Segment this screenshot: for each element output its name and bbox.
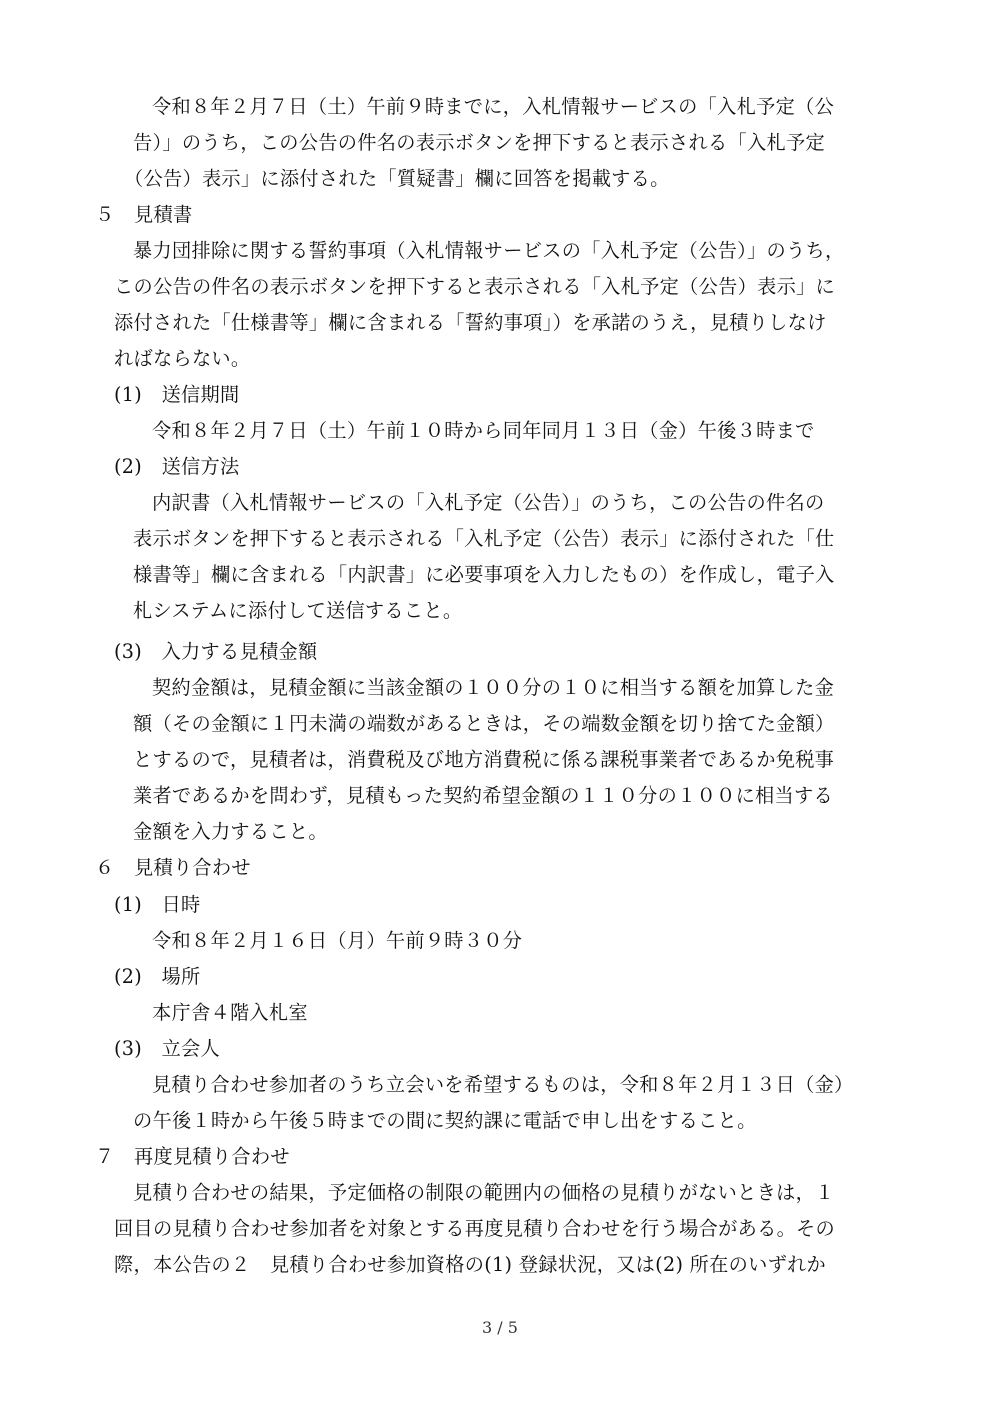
- text-line: 本庁舎４階入札室: [152, 1001, 308, 1024]
- text-line: 札システムに添付して送信すること。: [133, 599, 463, 622]
- text-line: とするので，見積者は，消費税及び地方消費税に係る課税事業者であるか免税事: [133, 748, 835, 771]
- text-line: 回目の見積り合わせ参加者を対象とする再度見積り合わせを行う場合がある。その: [114, 1217, 836, 1240]
- text-line: 額（その金額に１円未満の端数があるときは，その端数金額を切り捨てた金額）: [133, 712, 835, 735]
- text-line: この公告の件名の表示ボタンを押下すると表示される「入札予定（公告）表示」に: [114, 275, 836, 298]
- text-line: 見積り合わせ参加者のうち立会いを希望するものは，令和８年２月１３日（金）: [152, 1073, 854, 1096]
- text-line: 内訳書（入札情報サービスの「入札予定（公告）」のうち，この公告の件名の: [152, 491, 825, 514]
- subsection-heading: (2) 場所: [114, 965, 201, 988]
- subsection-heading: (1) 送信期間: [114, 383, 240, 406]
- page-number: 3 / 5: [482, 1318, 518, 1337]
- section-heading: ７ 再度見積り合わせ: [95, 1145, 290, 1168]
- text-line: 契約金額は，見積金額に当該金額の１００分の１０に相当する額を加算した金: [152, 676, 835, 699]
- section-heading: ５ 見積書: [95, 203, 193, 226]
- text-line: 業者であるかを問わず，見積もった契約希望金額の１１０分の１００に相当する: [133, 784, 834, 807]
- subsection-heading: (3) 入力する見積金額: [114, 640, 318, 663]
- text-line: 告）」のうち，この公告の件名の表示ボタンを押下すると表示される「入札予定: [133, 131, 825, 154]
- text-line: 様書等」欄に含まれる「内訳書」に必要事項を入力したもの）を作成し，電子入: [133, 563, 835, 586]
- subsection-heading: (3) 立会人: [114, 1037, 221, 1060]
- text-line: 表示ボタンを押下すると表示される「入札予定（公告）表示」に添付された「仕: [133, 527, 835, 550]
- subsection-heading: (2) 送信方法: [114, 455, 240, 478]
- text-line: 際，本公告の２ 見積り合わせ参加資格の(1) 登録状況，又は(2) 所在のいずれか: [114, 1253, 827, 1276]
- text-line: 令和８年２月７日（土）午前９時までに，入札情報サービスの「入札予定（公: [152, 95, 835, 118]
- text-line: ればならない。: [114, 347, 251, 370]
- text-line: 令和８年２月７日（土）午前１０時から同年同月１３日（金）午後３時まで: [152, 419, 815, 442]
- section-heading: ６ 見積り合わせ: [95, 856, 251, 879]
- text-line: 金額を入力すること。: [133, 820, 328, 843]
- text-line: の午後１時から午後５時までの間に契約課に電話で申し出をすること。: [133, 1109, 757, 1132]
- text-line: 見積り合わせの結果，予定価格の制限の範囲内の価格の見積りがないときは，１: [133, 1181, 835, 1204]
- text-line: 暴力団排除に関する誓約事項（入札情報サービスの「入札予定（公告）」のうち，: [133, 239, 845, 262]
- subsection-heading: (1) 日時: [114, 893, 201, 916]
- text-line: 添付された「仕様書等」欄に含まれる「誓約事項」）を承諾のうえ，見積りしなけ: [114, 311, 827, 334]
- text-line: （公告）表示」に添付された「質疑書」欄に回答を掲載する。: [124, 167, 670, 190]
- text-line: 令和８年２月１６日（月）午前９時３０分: [152, 929, 523, 952]
